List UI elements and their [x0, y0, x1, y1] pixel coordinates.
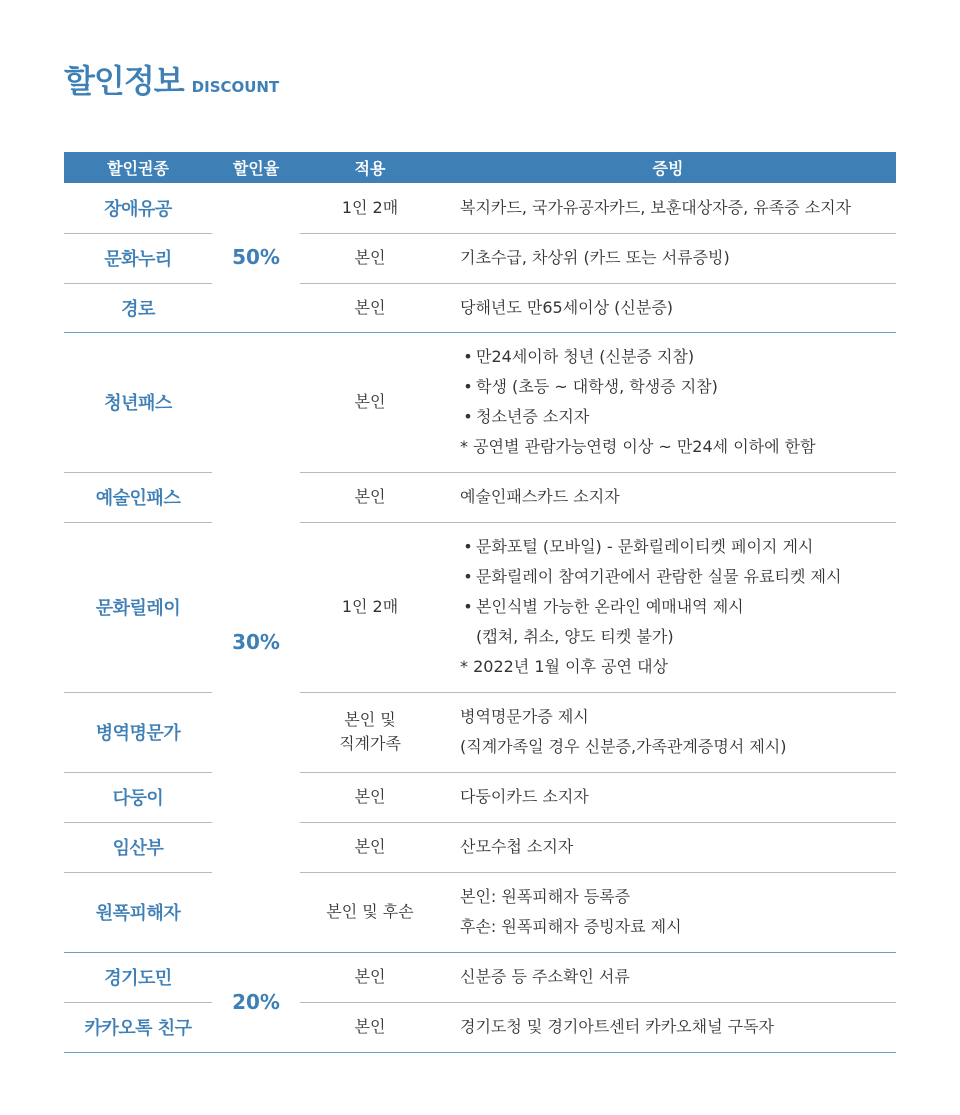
proof-text: 신분증 등 주소확인 서류 [460, 967, 630, 986]
bullet-icon: • [463, 377, 473, 396]
discount-type: 카카오톡 친구 [64, 1002, 212, 1052]
proof-text: 당해년도 만65세이상 (신분증) [460, 297, 674, 317]
proof-cell [440, 952, 896, 1002]
bullet-icon: • [463, 537, 473, 556]
proof-note: * 2022년 1월 이후 공연 대상 [460, 657, 668, 676]
discount-rate-30: 30% [212, 332, 300, 952]
proof-text: 다둥이카드 소지자 [460, 787, 589, 806]
apply-scope: 1인 2매 [300, 183, 440, 233]
proof-text: 병역명문가증 제시 [460, 707, 589, 726]
table-row [64, 692, 896, 772]
table-row [64, 772, 896, 822]
discount-type: 장애유공 [64, 183, 212, 233]
discount-type: 경로 [64, 283, 212, 332]
discount-type: 청년패스 [64, 332, 212, 472]
apply-scope: 본인 및 후손 [300, 872, 440, 952]
proof-text: 기초수급, 차상위 (카드 또는 서류증빙) [460, 248, 730, 267]
proof-text: (직계가족일 경우 신분증,가족관계증명서 제시) [460, 737, 787, 756]
bullet-icon: • [463, 567, 473, 586]
proof-cell [440, 233, 896, 283]
bullet-icon: • [463, 347, 473, 366]
bullet-icon: • [463, 597, 473, 616]
proof-bullet-item: • 만24세이하 청년 (신분증 지참) [460, 342, 896, 372]
discount-type: 다둥이 [64, 772, 212, 822]
apply-scope: 본인 [300, 772, 440, 822]
proof-text: 후손: 원폭피해자 증빙자료 제시 [460, 917, 682, 936]
proof-cell [440, 283, 896, 332]
page-title [64, 56, 279, 102]
apply-scope: 1인 2매 [300, 522, 440, 692]
apply-scope [300, 692, 440, 772]
discount-type: 원폭피해자 [64, 872, 212, 952]
discount-rate-20: 20% [212, 952, 300, 1052]
proof-text: 경기도청 및 경기아트센터 카카오채널 구독자 [460, 1017, 775, 1036]
apply-scope: 본인 [300, 822, 440, 872]
discount-type: 병역명문가 [64, 692, 212, 772]
proof-bullet-item: • 본인식별 가능한 온라인 예매내역 제시 [460, 592, 896, 622]
proof-cell [440, 1002, 896, 1052]
table-header-row [64, 152, 896, 183]
proof-cell [440, 522, 896, 692]
proof-text: 복지카드, 국가유공자카드, 보훈대상자증, 유족증 소지자 [460, 197, 852, 217]
table-row [64, 283, 896, 332]
apply-line: 직계가족 [339, 734, 401, 753]
apply-scope: 본인 [300, 332, 440, 472]
table-row [64, 1002, 896, 1052]
discount-type: 문화릴레이 [64, 522, 212, 692]
page-title-sub: DISCOUNT [191, 78, 280, 96]
proof-cell [440, 472, 896, 522]
proof-bullet-item: • 문화포털 (모바일) - 문화릴레이티켓 페이지 게시 [460, 532, 896, 562]
proof-bullet-item: • 학생 (초등 ~ 대학생, 학생증 지참) [460, 372, 896, 402]
discount-rate-50: 50% [212, 183, 300, 332]
apply-scope: 본인 [300, 233, 440, 283]
proof-bullet-item: • 문화릴레이 참여기관에서 관람한 실물 유료티켓 제시 [460, 562, 896, 592]
proof-text: 산모수첩 소지자 [460, 837, 574, 856]
proof-sub-note: (캡쳐, 취소, 양도 티켓 불가) [476, 627, 674, 646]
column-header-type: 할인권종 [64, 152, 212, 183]
bullet-icon: • [463, 407, 473, 426]
column-header-apply: 적용 [300, 152, 440, 183]
proof-cell [440, 822, 896, 872]
proof-cell [440, 332, 896, 472]
table-row [64, 233, 896, 283]
apply-scope: 본인 [300, 952, 440, 1002]
table-row [64, 872, 896, 952]
page-title-main: 할인정보 [64, 62, 184, 100]
proof-note: * 공연별 관람가능연령 이상 ~ 만24세 이하에 한함 [460, 437, 816, 456]
proof-cell [440, 183, 896, 233]
proof-text: 본인: 원폭피해자 등록증 [460, 887, 631, 906]
apply-line: 본인 및 [344, 710, 396, 729]
discount-table [64, 152, 896, 1053]
discount-type: 문화누리 [64, 233, 212, 283]
discount-type: 경기도민 [64, 952, 212, 1002]
column-header-proof: 증빙 [440, 152, 896, 183]
table-row [64, 822, 896, 872]
proof-cell [440, 772, 896, 822]
proof-bullet-item: • 청소년증 소지자 [460, 402, 896, 432]
column-header-rate: 할인율 [212, 152, 300, 183]
table-row [64, 952, 896, 1002]
table-row [64, 332, 896, 472]
discount-type: 예술인패스 [64, 472, 212, 522]
table-row [64, 522, 896, 692]
discount-type: 임산부 [64, 822, 212, 872]
apply-scope: 본인 [300, 1002, 440, 1052]
proof-cell [440, 872, 896, 952]
apply-scope: 본인 [300, 283, 440, 332]
proof-text: 예술인패스카드 소지자 [460, 487, 620, 506]
apply-scope: 본인 [300, 472, 440, 522]
table-row [64, 183, 896, 233]
table-row [64, 472, 896, 522]
proof-cell [440, 692, 896, 772]
